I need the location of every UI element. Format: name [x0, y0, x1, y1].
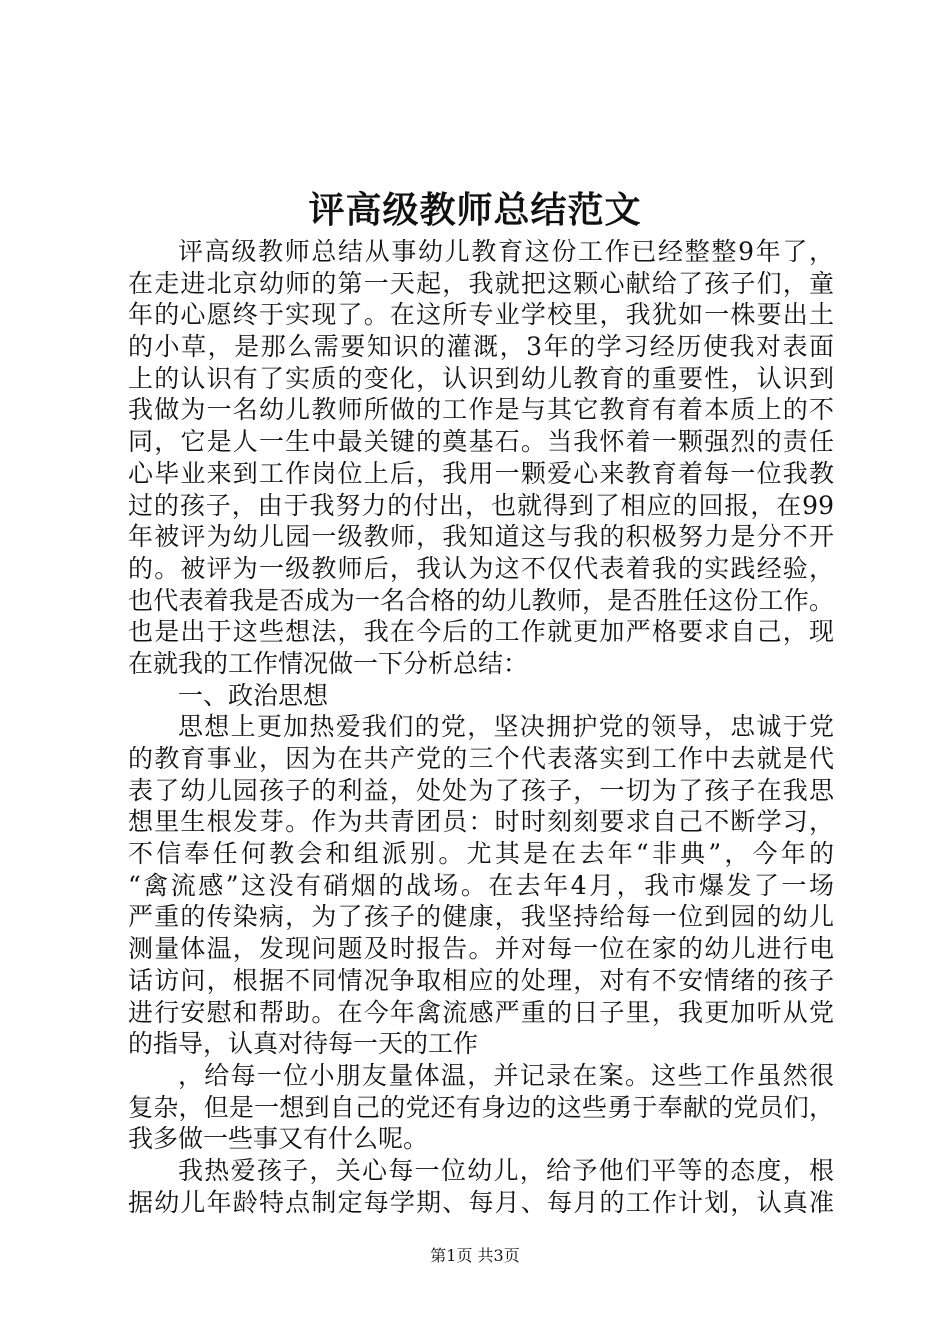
body-line: 评高级教师总结从事幼儿教育这份工作已经整整9年了， — [178, 237, 834, 266]
body-line: 的教育事业，因为在共产党的三个代表落实到工作中去就是代 — [128, 744, 834, 773]
body-line: 也是出于这些想法，我在今后的工作就更加严格要求自己，现 — [128, 617, 834, 647]
body-line: 年被评为幼儿园一级教师，我知道这与我的积极努力是分不开 — [128, 522, 834, 552]
body-line: 不信奉任何教会和组派别。尤其是在去年“非典”，今年的 — [128, 839, 834, 869]
body-line: 思想上更加热爱我们的党，坚决拥护党的领导，忠诚于党 — [178, 712, 834, 742]
body-line: 表了幼儿园孩子的利益，处处为了孩子，一切为了孩子在我思 — [128, 775, 834, 805]
section-heading: 一、政治思想 — [178, 680, 329, 710]
body-line: 上的认识有了实质的变化，认识到幼儿教育的重要性，认识到 — [128, 363, 834, 393]
body-line: 我多做一些事又有什么呢。 — [128, 1124, 429, 1154]
body-line: 测量体温，发现问题及时报告。并对每一位在家的幼儿进行电 — [128, 934, 834, 964]
body-line: 的。被评为一级教师后，我认为这不仅代表着我的实践经验， — [128, 553, 834, 583]
body-line: 在就我的工作情况做一下分析总结： — [128, 648, 529, 678]
body-line: 心毕业来到工作岗位上后，我用一颗爱心来教育着每一位我教 — [128, 458, 834, 488]
body-line: 同，它是人一生中最关键的奠基石。当我怀着一颗强烈的责任 — [128, 427, 834, 457]
body-line: 也代表着我是否成为一名合格的幼儿教师，是否胜任这份工作。 — [128, 585, 834, 615]
body-line: 在走进北京幼师的第一天起，我就把这颗心献给了孩子们，童 — [128, 268, 834, 298]
body-line: 我做为一名幼儿教师所做的工作是与其它教育有着本质上的不 — [128, 395, 834, 425]
body-line: ，给每一位小朋友量体温，并记录在案。这些工作虽然很 — [178, 1060, 834, 1090]
body-line: 话访问，根据不同情况争取相应的处理，对有不安情绪的孩子 — [128, 965, 834, 995]
body-line: 年的心愿终于实现了。在这所专业学校里，我犹如一株要出土 — [128, 300, 834, 330]
body-line: “禽流感”这没有硝烟的战场。在去年4月，我市爆发了一场 — [128, 870, 834, 900]
document-body — [128, 236, 834, 1218]
body-line: 复杂，但是一想到自己的党还有身边的这些勇于奉献的党员们， — [128, 1092, 834, 1122]
body-line: 的指导，认真对待每一天的工作 — [128, 1029, 479, 1059]
body-line: 据幼儿年龄特点制定每学期、每月、每月的工作计划，认真准 — [128, 1187, 834, 1217]
body-line: 的小草，是那么需要知识的灌溉，3年的学习经历使我对表面 — [128, 332, 834, 362]
document-title: 评高级教师总结范文 — [308, 189, 642, 231]
body-line: 想里生根发芽。作为共青团员：时时刻刻要求自己不断学习， — [128, 807, 834, 837]
body-line: 过的孩子，由于我努力的付出，也就得到了相应的回报，在99 — [128, 490, 834, 520]
body-line: 我热爱孩子，关心每一位幼儿，给予他们平等的态度，根 — [178, 1155, 834, 1185]
page-number-footer: 第1页 共3页 — [430, 1246, 520, 1265]
body-line: 严重的传染病，为了孩子的健康，我坚持给每一位到园的幼儿 — [128, 902, 834, 932]
body-line: 进行安慰和帮助。在今年禽流感严重的日子里，我更加听从党 — [128, 997, 834, 1027]
